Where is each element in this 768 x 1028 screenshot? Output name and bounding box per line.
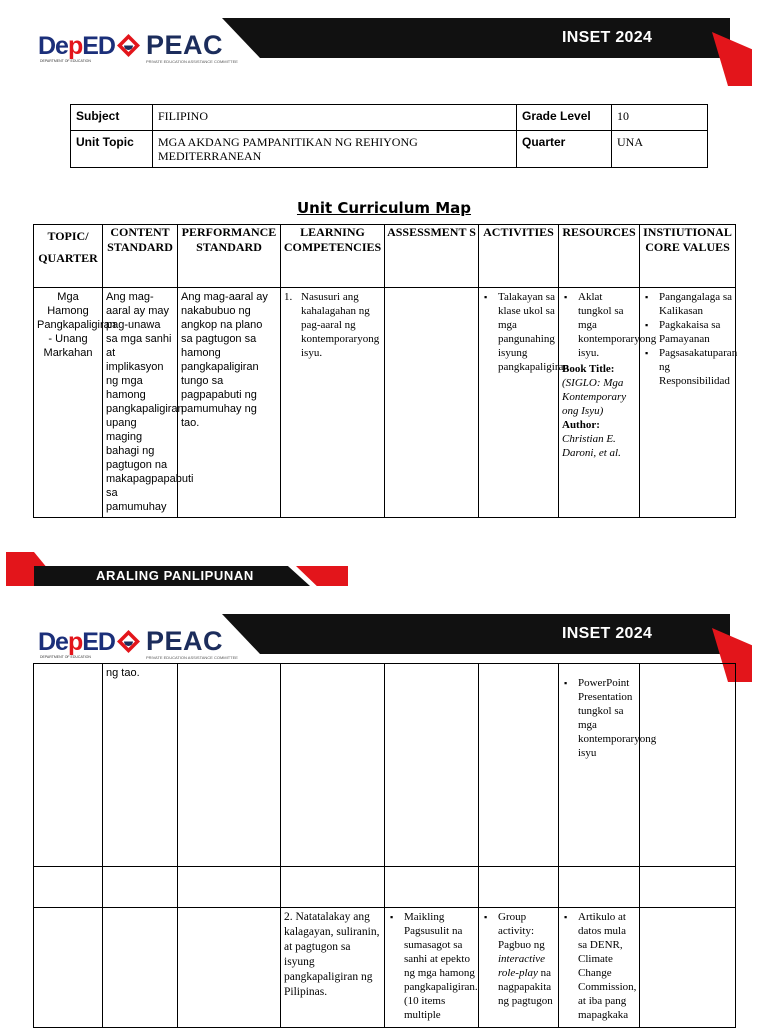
cell-assessment (385, 288, 479, 518)
cell-core-values (640, 288, 736, 518)
author-label: Author: (562, 419, 600, 431)
subject-value: FILIPINO (153, 105, 517, 131)
cont-cell-content: ng tao. (103, 664, 178, 867)
core-value-item: ▪ Pagsasakatuparan ng Responsibilidad (659, 346, 732, 388)
resource-item: ▪ Artikulo at datos mula sa DENR, Climate Change Commission, at iba pang mapagkaka (578, 910, 636, 1022)
peac-logo: PEAC (146, 30, 224, 60)
core-value-item: ▪ Pangangalaga sa Kalikasan (659, 290, 732, 318)
cell-topic: Mga Hamong Pangkapaligiran - Unang Markahan (34, 288, 103, 518)
col-core-values: INSTIUTIONAL CORE VALUES (640, 225, 736, 288)
book-title-label: Book Title: (562, 363, 615, 375)
curriculum-map-table (33, 224, 736, 518)
quarter-label: Quarter (517, 131, 612, 168)
page-header (0, 0, 768, 70)
assessment-item: ▪ Maikling Pagsusulit na sumasagot sa sanhi at epekto ng mga hamong pangkapaligiran. (10 items multiple (404, 910, 475, 1022)
competency-number: 1. (284, 291, 293, 303)
core-values-list (643, 290, 738, 388)
page-header-2 (0, 596, 768, 666)
header-black-bar (222, 614, 730, 654)
subject-footer-label: ARALING PANLIPUNAN (96, 568, 254, 583)
peac-logo-icon (116, 629, 141, 654)
col-assessments: ASSESSMENT S (385, 225, 479, 288)
author-value: Christian E. Daroni, et al. (562, 433, 621, 459)
cont-cell-resources-2 (559, 908, 640, 1028)
competency-text: Nasusuri ang kahalagahan ng pag-aaral ng kontemporaryong isyu. (301, 291, 380, 359)
inset-label: INSET 2024 (562, 625, 653, 642)
quarter-value: UNA (612, 131, 708, 168)
cont-cell-resources (559, 664, 657, 867)
header-black-bar (222, 18, 730, 58)
empty-cell (103, 867, 178, 908)
subject-label: Subject (71, 105, 153, 131)
cont-cell-performance (178, 664, 281, 867)
peac-subtitle: PRIVATE EDUCATION ASSISTANCE COMMITTEE (146, 655, 238, 660)
peac-logo: PEAC (146, 626, 224, 656)
grade-level-label: Grade Level (517, 105, 612, 131)
cont-cell-topic-2 (34, 908, 103, 1028)
empty-cell (559, 867, 640, 908)
cell-performance-standard: Ang mag-aaral ay nakabubuo ng angkop na plano sa pagtugon sa hamong pangkapaligiran tungo sa pagpapabuti ng pamumuhay ng tao. (178, 288, 281, 518)
resource-item: ▪ Aklat tungkol sa mga kontemporaryong isyu. (578, 290, 636, 360)
cont-cell-values-2 (640, 908, 736, 1028)
unit-topic-label: Unit Topic (71, 131, 153, 168)
cont-cell-activities (479, 664, 559, 867)
col-topic-quarter: TOPIC/ QUARTER (34, 225, 103, 288)
cont-cell-content-2 (103, 908, 178, 1028)
cont-cell-performance-2 (178, 908, 281, 1028)
cell-resources (559, 288, 657, 518)
cont-cell-values (640, 664, 736, 867)
peac-subtitle: PRIVATE EDUCATION ASSISTANCE COMMITTEE (146, 59, 238, 64)
inset-label: INSET 2024 (562, 29, 653, 46)
curriculum-map-continued-table (33, 663, 736, 1028)
activity-item: ▪ Talakayan sa klase ukol sa mga pangunahing isyung pangkapaligiran (498, 290, 555, 374)
col-performance-standard: PERFORMANCE STANDARD (178, 225, 281, 288)
cont-cell-topic (34, 664, 103, 867)
col-resources: RESOURCES (559, 225, 640, 288)
activity-item: ▪ Group activity: Pagbuo ng interactive role-play na nagpapakita ng pagtugon (498, 910, 555, 1008)
deped-subtitle: DEPARTMENT OF EDUCATION (40, 655, 91, 659)
empty-cell (178, 867, 281, 908)
col-activities: ACTIVITIES (479, 225, 559, 288)
empty-cell (479, 867, 559, 908)
deped-logo: DepED (38, 628, 115, 656)
cont-cell-activities-2 (479, 908, 559, 1028)
col-content-standard: CONTENT STANDARD (103, 225, 178, 288)
cell-content-standard: Ang mag-aaral ay may pag-unawa sa mga sanhi at implikasyon ng mga hamong pangkapaligiran upang maging bahagi ng pagtugon na makapagpapabuti sa pamumuhay (103, 288, 178, 518)
deped-logo: DepED (38, 32, 115, 60)
cell-activities (479, 288, 569, 518)
deped-subtitle: DEPARTMENT OF EDUCATION (40, 59, 91, 63)
core-value-item: ▪ Pagkakaisa sa Pamayanan (659, 318, 732, 346)
book-title-value: (SIGLO: Mga Kontemporary ong Isyu) (562, 377, 627, 417)
cont-cell-learning-2: 2. Natatalakay ang kalagayan, suliranin, at pagtugon sa isyung pangkapaligiran ng Pilipinas. (281, 908, 385, 1028)
cont-cell-assessment-2 (385, 908, 479, 1028)
grade-level-value: 10 (612, 105, 708, 131)
empty-cell (385, 867, 479, 908)
empty-cell (281, 867, 385, 908)
empty-cell (640, 867, 736, 908)
subject-info-table (70, 104, 708, 168)
col-learning-competencies: LEARNING COMPETENCIES (281, 225, 385, 288)
empty-cell (34, 867, 103, 908)
peac-logo-icon (116, 33, 141, 58)
unit-topic-value: MGA AKDANG PAMPANITIKAN NG REHIYONG MEDITERRANEAN (153, 131, 517, 168)
cell-learning-competency (281, 288, 385, 518)
unit-curriculum-map-title: Unit Curriculum Map (296, 199, 472, 217)
header-red-accent (712, 32, 752, 86)
resource-item: ▪ PowerPoint Presentation tungkol sa mga kontemporaryong isyu (578, 676, 636, 760)
cont-cell-assessment (385, 664, 479, 867)
cont-cell-learning (281, 664, 385, 867)
